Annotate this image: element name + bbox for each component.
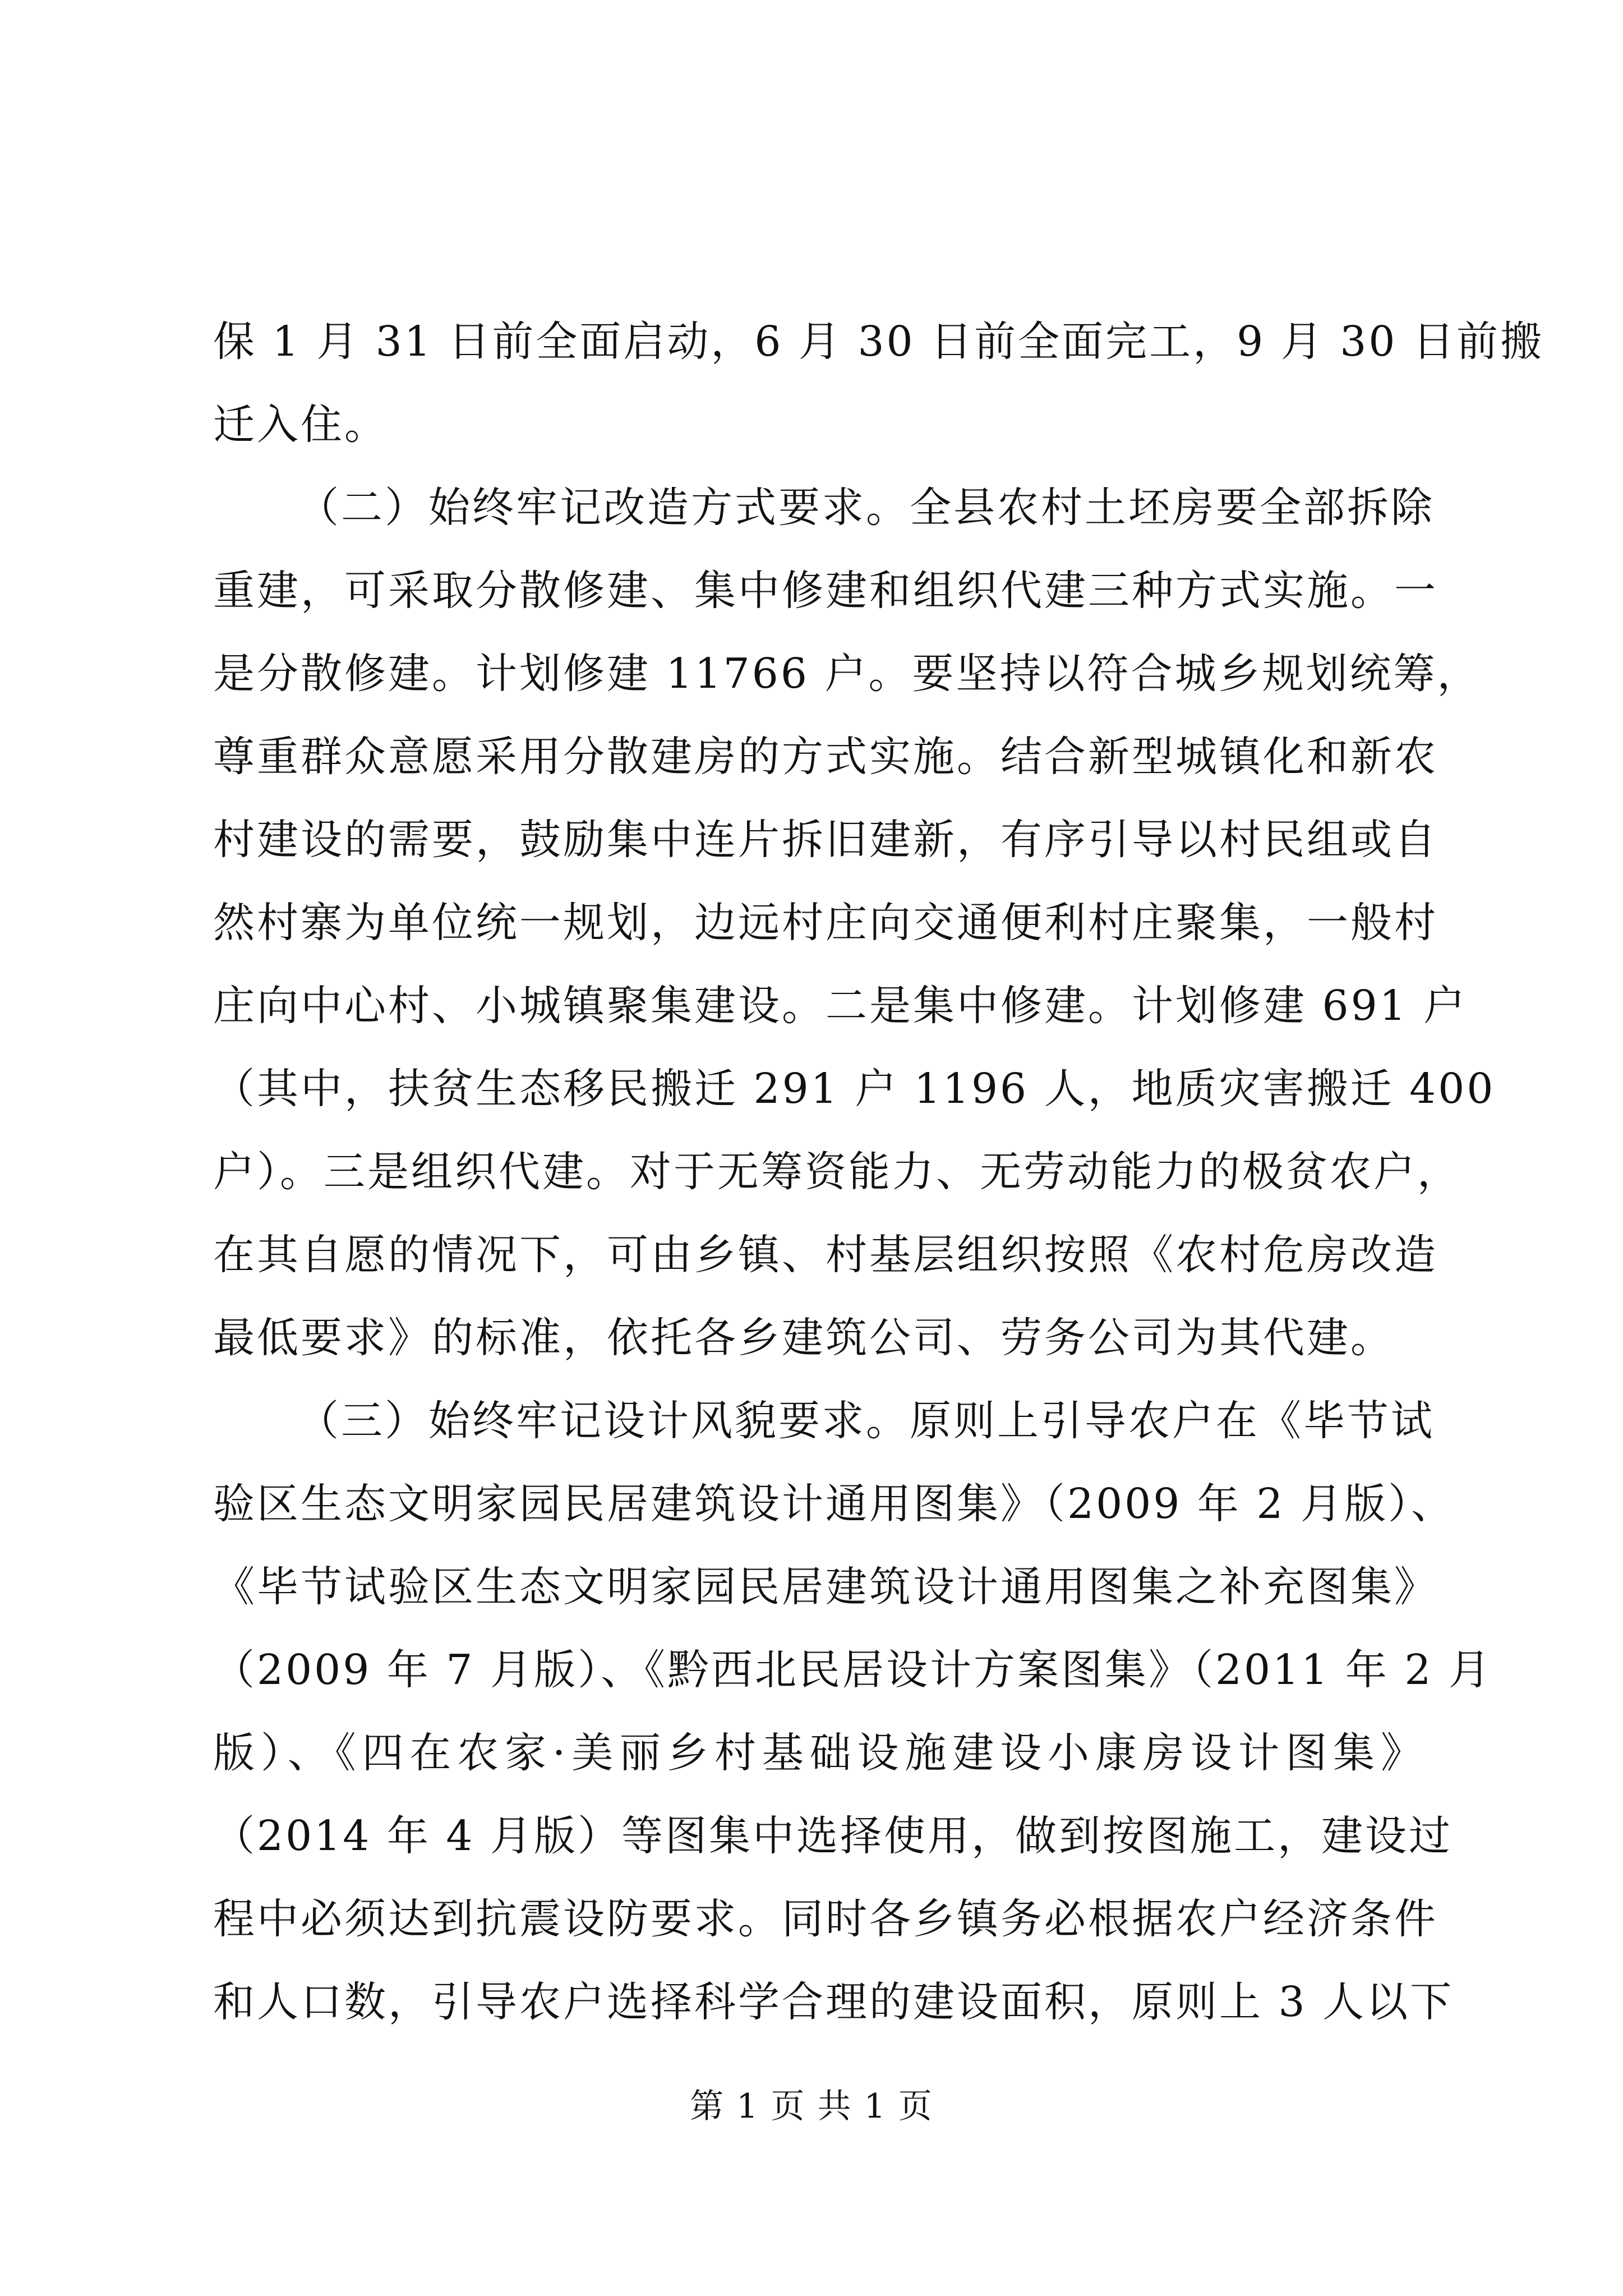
paragraph-line: 《毕节试验区生态文明家园民居建筑设计通用图集之补充图集》 xyxy=(213,1563,1438,1611)
paragraph-line: （其中，扶贫生态移民搬迁 291 户 1196 人，地质灾害搬迁 400 xyxy=(213,1065,1496,1113)
paragraph-line: 和人口数，引导农户选择科学合理的建设面积，原则上 3 人以下 xyxy=(213,1978,1454,2026)
paragraph-line: 然村寨为单位统一规划，边远村庄向交通便利村庄聚集，一般村 xyxy=(213,899,1438,947)
paragraph-line: 程中必须达到抗震设防要求。同时各乡镇务必根据农户经济条件 xyxy=(213,1895,1438,1943)
paragraph-line: （2014 年 4 月版）等图集中选择使用，做到按图施工，建设过 xyxy=(213,1812,1453,1860)
paragraph-line: 版）、《四在农家·美丽乡村基础设施建设小康房设计图集》 xyxy=(213,1729,1424,1777)
paragraph-line: （2009 年 7 月版）、《黔西北民居设计方案图集》（2011 年 2 月 xyxy=(213,1646,1492,1694)
paragraph-line: 在其自愿的情况下，可由乡镇、村基层组织按照《农村危房改造 xyxy=(213,1231,1438,1279)
paragraph-line: （二）始终牢记改造方式要求。全县农村土坯房要全部拆除 xyxy=(297,484,1435,532)
paragraph-line: （三）始终牢记设计风貌要求。原则上引导农户在《毕节试 xyxy=(297,1397,1435,1445)
paragraph-line: 迁入住。 xyxy=(213,401,388,449)
paragraph-line: 户）。三是组织代建。对于无筹资能力、无劳动能力的极贫农户， xyxy=(213,1148,1461,1196)
paragraph-line: 最低要求》的标准，依托各乡建筑公司、劳务公司为其代建。 xyxy=(213,1314,1394,1362)
paragraph-line: 重建，可采取分散修建、集中修建和组织代建三种方式实施。一 xyxy=(213,567,1438,615)
paragraph-line: 庄向中心村、小城镇聚集建设。二是集中修建。计划修建 691 户 xyxy=(213,982,1468,1030)
paragraph-line: 村建设的需要，鼓励集中连片拆旧建新，有序引导以村民组或自 xyxy=(213,816,1438,864)
paragraph-line: 保 1 月 31 日前全面启动，6 月 30 日前全面完工，9 月 30 日前搬 xyxy=(213,318,1544,366)
paragraph-line: 验区生态文明家园民居建筑设计通用图集》（2009 年 2 月版）、 xyxy=(213,1480,1455,1528)
paragraph-line: 是分散修建。计划修建 11766 户。要坚持以符合城乡规划统筹， xyxy=(213,650,1481,698)
page-footer: 第 1 页 共 1 页 xyxy=(690,2087,933,2126)
paragraph-line: 尊重群众意愿采用分散建房的方式实施。结合新型城镇化和新农 xyxy=(213,733,1438,781)
